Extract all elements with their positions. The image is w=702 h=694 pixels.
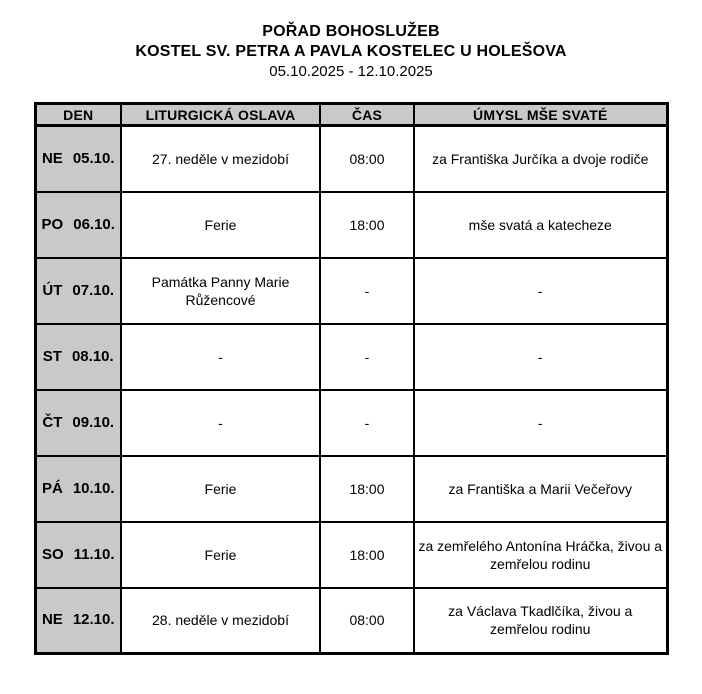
column-header-intention: ÚMYSL MŠE SVATÉ xyxy=(414,104,667,126)
time-cell: 18:00 xyxy=(320,522,414,588)
day-cell xyxy=(35,456,121,522)
day-cell xyxy=(35,324,121,390)
day-wrap xyxy=(39,129,119,189)
celebration-cell: - xyxy=(121,324,320,390)
column-header-day: DEN xyxy=(35,104,121,126)
intention-cell: za Františka Jurčíka a dvoje rodiče xyxy=(414,126,667,192)
intention-cell: - xyxy=(414,390,667,456)
time-cell: 08:00 xyxy=(320,588,414,654)
table-row xyxy=(35,522,667,588)
document-title: POŘAD BOHOSLUŽEB xyxy=(262,23,440,40)
table-row xyxy=(35,390,667,456)
intention-cell: - xyxy=(414,324,667,390)
schedule-table-body xyxy=(35,126,667,654)
day-cell xyxy=(35,522,121,588)
schedule-table xyxy=(34,102,669,655)
day-cell xyxy=(35,126,121,192)
day-date: 12.10. xyxy=(72,611,115,629)
day-wrap xyxy=(39,591,119,651)
time-cell: 18:00 xyxy=(320,456,414,522)
intention-cell: za Františka a Marii Večeřovy xyxy=(414,456,667,522)
celebration-cell: 28. neděle v mezidobí xyxy=(121,588,320,654)
day-wrap xyxy=(39,459,119,519)
celebration-cell: - xyxy=(121,390,320,456)
day-cell xyxy=(35,192,121,258)
table-header-row xyxy=(35,104,667,126)
day-date: 05.10. xyxy=(72,149,115,167)
day-date: 09.10. xyxy=(72,413,115,431)
day-date: 07.10. xyxy=(72,281,115,299)
day-abbr: ČT xyxy=(42,413,63,431)
day-abbr: ST xyxy=(42,347,62,365)
column-header-celebration: LITURGICKÁ OSLAVA xyxy=(121,104,320,126)
table-row xyxy=(35,588,667,654)
day-cell xyxy=(35,258,121,324)
time-cell: - xyxy=(320,324,414,390)
day-abbr: ÚT xyxy=(42,281,63,299)
day-wrap xyxy=(39,525,119,585)
day-abbr: PÁ xyxy=(41,479,63,497)
church-name: KOSTEL SV. PETRA A PAVLA KOSTELEC U HOLEŠOVA xyxy=(135,43,567,60)
day-wrap xyxy=(39,261,119,321)
celebration-cell: 27. neděle v mezidobí xyxy=(121,126,320,192)
date-range: 05.10.2025 - 12.10.2025 xyxy=(269,63,433,80)
day-abbr: PO xyxy=(41,215,64,233)
time-cell: 08:00 xyxy=(320,126,414,192)
celebration-cell: Ferie xyxy=(121,522,320,588)
document-header xyxy=(0,0,702,81)
table-row xyxy=(35,192,667,258)
intention-cell: za zemřelého Antonína Hráčka, živou a zemřelou rodinu xyxy=(414,522,667,588)
table-row xyxy=(35,258,667,324)
time-cell: - xyxy=(320,258,414,324)
intention-cell: za Václava Tkadlčíka, živou a zemřelou rodinu xyxy=(414,588,667,654)
day-cell xyxy=(35,588,121,654)
table-row xyxy=(35,126,667,192)
day-wrap xyxy=(39,327,119,387)
intention-cell: - xyxy=(414,258,667,324)
time-cell: 18:00 xyxy=(320,192,414,258)
time-cell: - xyxy=(320,390,414,456)
day-wrap xyxy=(39,393,119,453)
day-date: 06.10. xyxy=(73,215,115,233)
intention-cell: mše svatá a katecheze xyxy=(414,192,667,258)
column-header-time: ČAS xyxy=(320,104,414,126)
day-date: 10.10. xyxy=(72,479,115,497)
day-date: 11.10. xyxy=(73,545,115,563)
table-row xyxy=(35,456,667,522)
day-abbr: SO xyxy=(41,545,64,563)
table-row xyxy=(35,324,667,390)
day-date: 08.10. xyxy=(71,347,114,365)
day-abbr: NE xyxy=(41,149,63,167)
celebration-cell: Památka Panny Marie Růžencové xyxy=(121,258,320,324)
day-cell xyxy=(35,390,121,456)
celebration-cell: Ferie xyxy=(121,192,320,258)
day-abbr: NE xyxy=(41,611,63,629)
day-wrap xyxy=(39,195,119,255)
celebration-cell: Ferie xyxy=(121,456,320,522)
